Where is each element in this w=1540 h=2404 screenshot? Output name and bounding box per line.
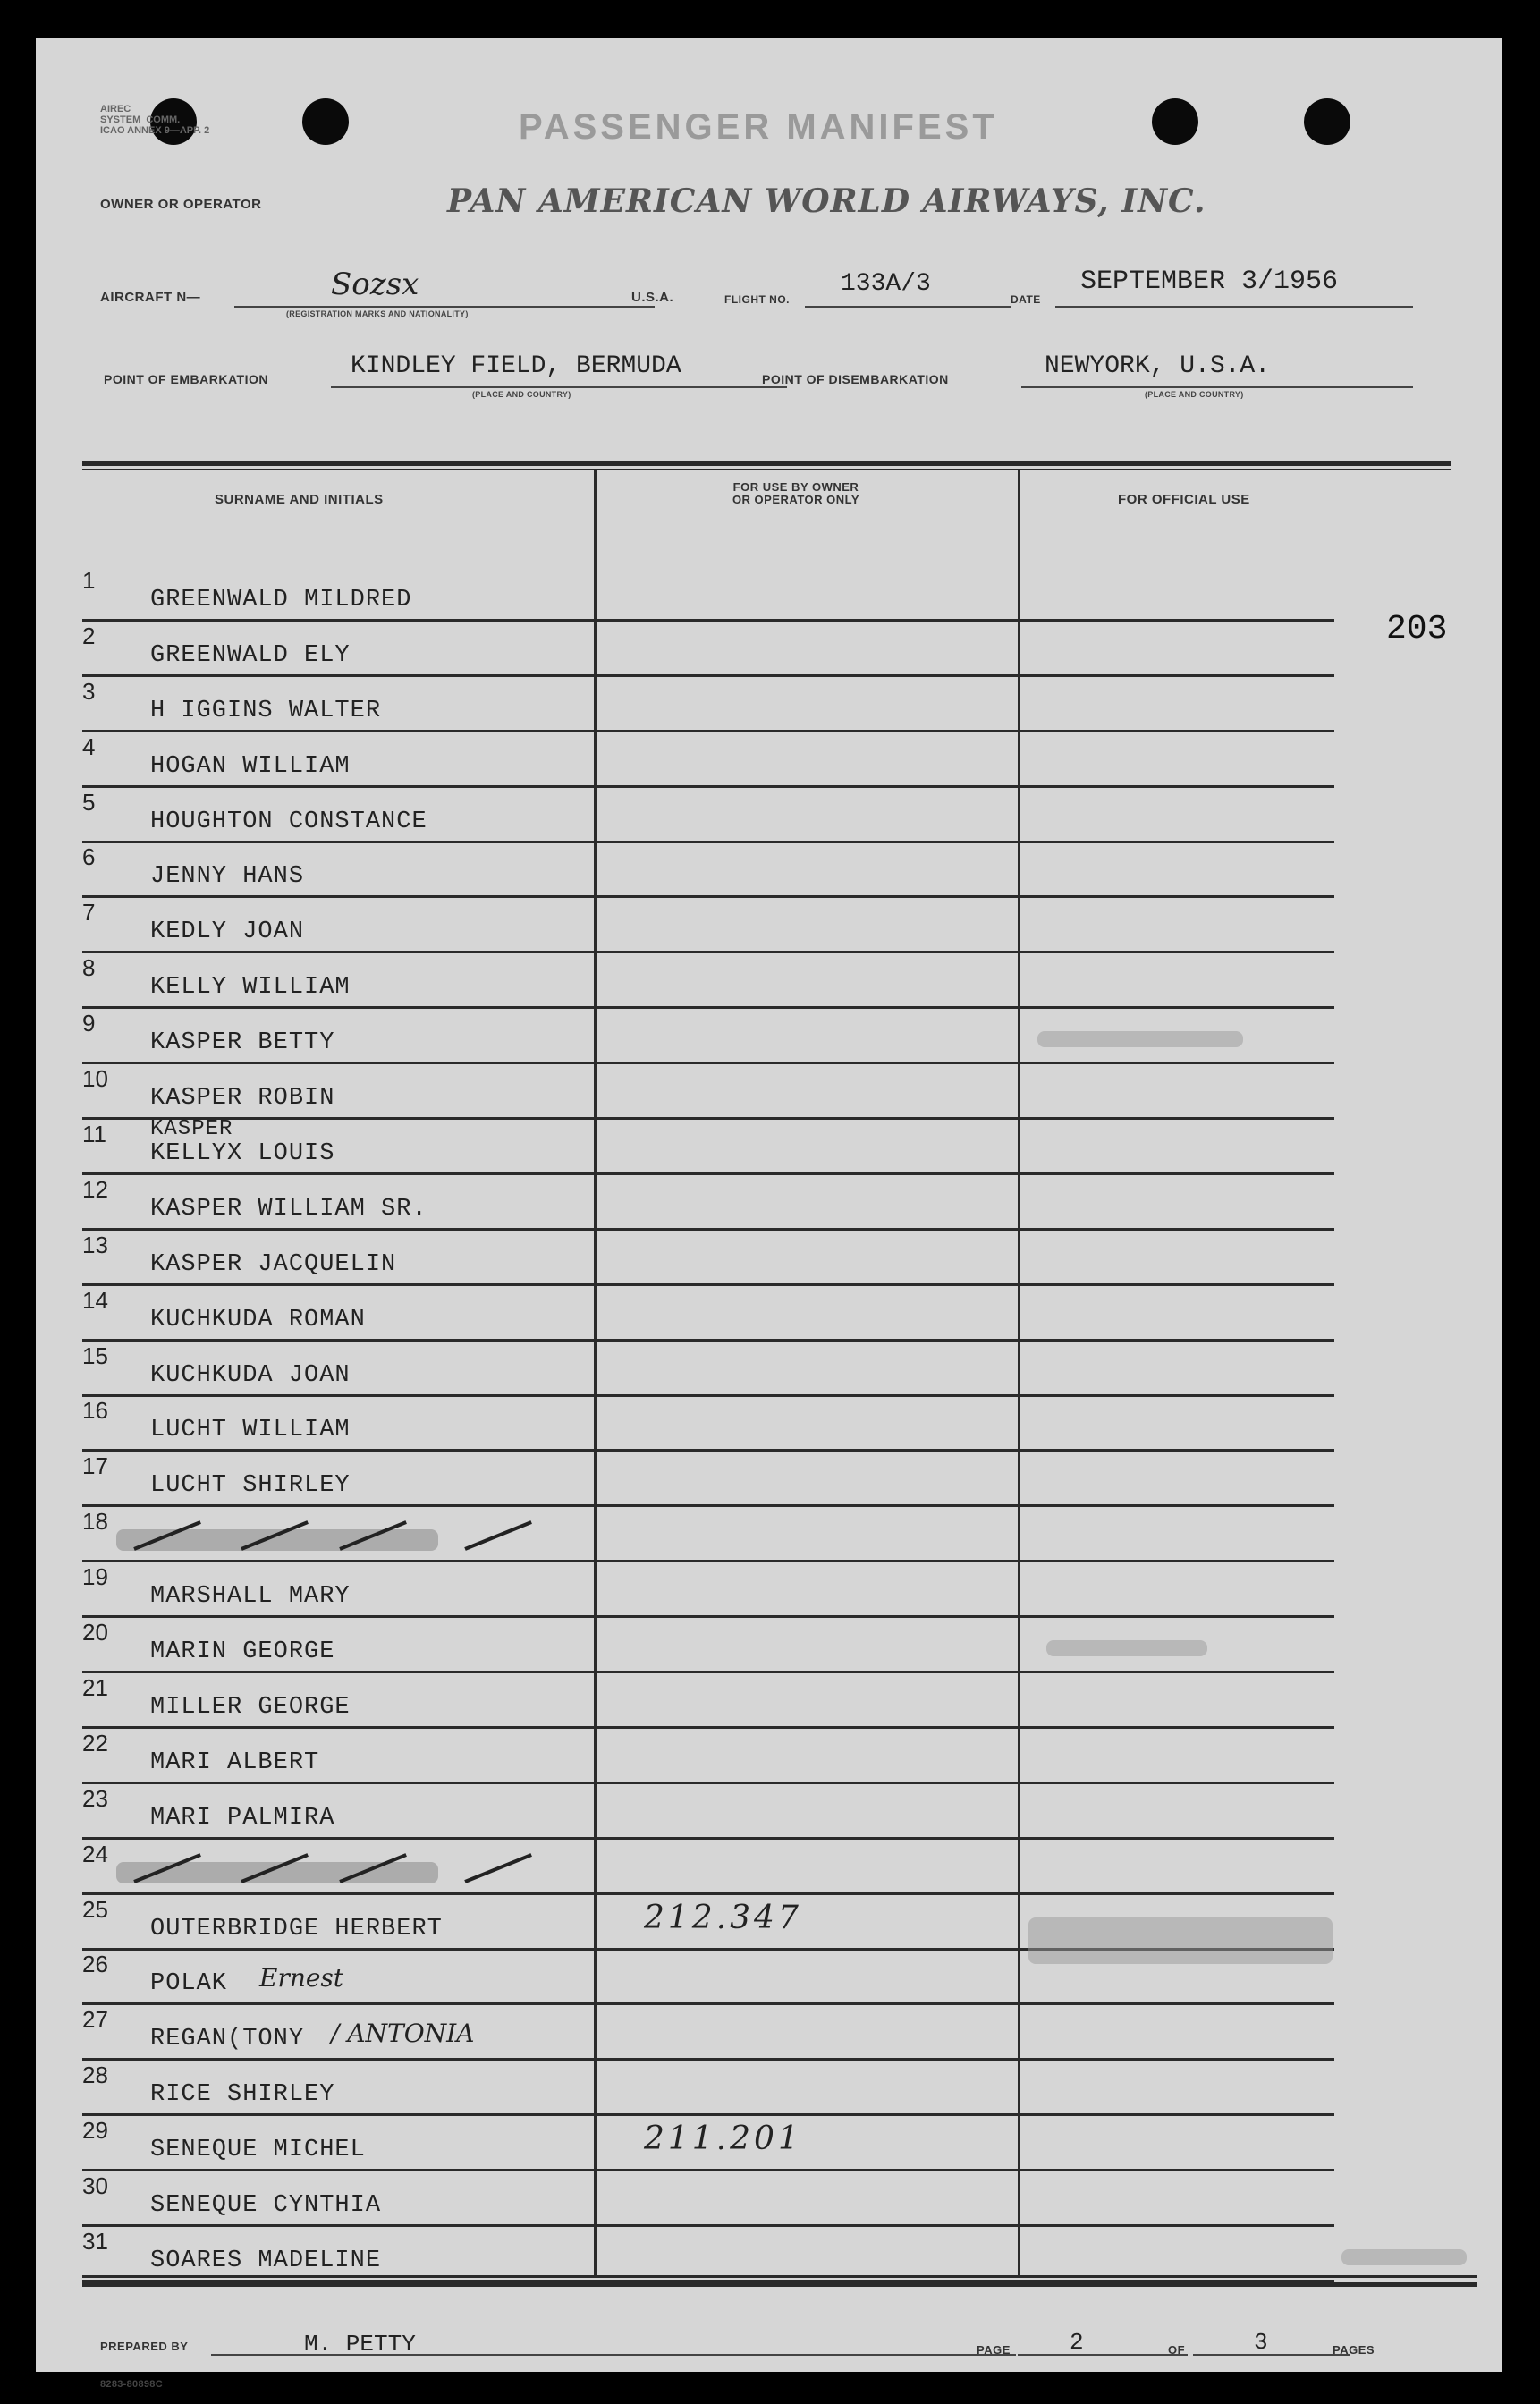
row-separator <box>82 1560 1334 1562</box>
row-number: 19 <box>82 1563 108 1590</box>
row-separator <box>82 1615 1334 1618</box>
row-separator <box>82 1283 1334 1286</box>
row-separator <box>82 730 1334 732</box>
flight-label: FLIGHT NO. <box>724 293 790 306</box>
row-separator <box>82 1062 1334 1064</box>
row-separator <box>82 1726 1334 1729</box>
disembark-value: NEWYORK, U.S.A. <box>1045 352 1271 380</box>
passenger-name: MILLER GEORGE <box>150 1694 351 1721</box>
passenger-name: MARI PALMIRA <box>150 1805 335 1832</box>
row-number: 26 <box>82 1951 108 1977</box>
handwritten-annotation: Ernest <box>259 1963 344 1993</box>
aircraft-sublabel: (REGISTRATION MARKS AND NATIONALITY) <box>286 309 469 318</box>
row-separator <box>82 895 1334 898</box>
row-separator <box>82 1782 1334 1784</box>
passenger-name: OUTERBRIDGE HERBERT <box>150 1916 443 1943</box>
embark-sublabel: (PLACE AND COUNTRY) <box>472 390 571 399</box>
row-separator <box>82 1228 1334 1231</box>
row-number: 2 <box>82 622 96 649</box>
disembark-label: POINT OF DISEMBARKATION <box>762 372 949 386</box>
manifest-page <box>36 38 1502 2390</box>
row-number: 22 <box>82 1730 108 1756</box>
row-separator <box>82 1449 1334 1452</box>
flight-number: 133A/3 <box>841 270 931 298</box>
row-separator <box>82 1172 1334 1175</box>
row-number: 3 <box>82 678 96 705</box>
row-number: 12 <box>82 1176 108 1203</box>
row-separator <box>82 2058 1334 2061</box>
passenger-name: SOARES MADELINE <box>150 2247 382 2274</box>
official-use-smudge <box>1028 1917 1333 1964</box>
owner-use-value: 212.347 <box>644 1900 802 1936</box>
punch-hole <box>1304 98 1350 145</box>
row-number: 7 <box>82 899 96 926</box>
passenger-name: H IGGINS WALTER <box>150 698 382 724</box>
row-separator <box>82 1671 1334 1673</box>
row-number: 11 <box>82 1121 106 1147</box>
row-number: 15 <box>82 1342 108 1369</box>
strike-mark <box>464 1520 532 1551</box>
passenger-name: LUCHT SHIRLEY <box>150 1472 351 1499</box>
passenger-name: KASPER BETTY <box>150 1029 335 1056</box>
disembark-sublabel: (PLACE AND COUNTRY) <box>1145 390 1244 399</box>
row-number: 20 <box>82 1619 108 1646</box>
row-number: 25 <box>82 1896 108 1923</box>
row-number: 4 <box>82 733 96 760</box>
column-header-official: FOR OFFICIAL USE <box>1118 492 1250 507</box>
row-number: 1 <box>82 567 96 594</box>
row-number: 13 <box>82 1232 108 1258</box>
passenger-name: MARIN GEORGE <box>150 1638 335 1665</box>
official-use-smudge <box>1046 1640 1207 1656</box>
row-separator <box>82 1892 1334 1895</box>
row-number: 9 <box>82 1010 96 1037</box>
passenger-name: GREENWALD ELY <box>150 642 351 669</box>
row-separator <box>82 1339 1334 1342</box>
passenger-name: RICE SHIRLEY <box>150 2081 335 2108</box>
passenger-name: KELLY WILLIAM <box>150 974 351 1001</box>
pages-label: PAGES <box>1333 2343 1375 2357</box>
passenger-name: SENEQUE CYNTHIA <box>150 2192 382 2219</box>
passenger-name: REGAN(TONY <box>150 2026 305 2053</box>
page-total: 3 <box>1254 2329 1268 2356</box>
passenger-name: MARI ALBERT <box>150 1749 320 1776</box>
row-separator <box>82 951 1334 953</box>
column-header-owner-use: FOR USE BY OWNER OR OPERATOR ONLY <box>732 480 860 506</box>
row-separator <box>82 619 1334 622</box>
row-number: 24 <box>82 1841 108 1867</box>
row-number: 6 <box>82 843 96 870</box>
passenger-name: POLAK <box>150 1970 228 1997</box>
row-number: 16 <box>82 1397 108 1424</box>
page-label: PAGE <box>977 2343 1011 2357</box>
passenger-name: KELLYX LOUIS <box>150 1140 335 1167</box>
handwritten-annotation: / ANTONIA <box>331 2019 475 2048</box>
row-number: 8 <box>82 954 96 981</box>
passenger-name: HOGAN WILLIAM <box>150 753 351 780</box>
row-number: 10 <box>82 1065 108 1092</box>
row-number: 30 <box>82 2172 108 2199</box>
passenger-name: HOUGHTON CONSTANCE <box>150 808 427 835</box>
row-separator <box>82 1394 1334 1397</box>
owner-use-value: 211.201 <box>644 2120 802 2157</box>
official-use-smudge <box>1037 1031 1243 1047</box>
row-number: 27 <box>82 2006 108 2033</box>
prepared-by-label: PREPARED BY <box>100 2340 189 2353</box>
row-separator <box>82 674 1334 677</box>
passenger-name: KUCHKUDA JOAN <box>150 1362 351 1389</box>
column-header-surname: SURNAME AND INITIALS <box>215 492 384 507</box>
row-name-correction: KASPER <box>150 1117 233 1141</box>
embark-value: KINDLEY FIELD, BERMUDA <box>351 352 681 380</box>
row-number: 29 <box>82 2117 108 2144</box>
punch-hole <box>302 98 349 145</box>
row-number: 28 <box>82 2061 108 2088</box>
row-number: 21 <box>82 1674 108 1701</box>
row-separator <box>82 2280 1334 2282</box>
print-code: 8283-80898C <box>100 2379 163 2390</box>
row-separator <box>82 1504 1334 1507</box>
row-separator <box>82 2002 1334 2005</box>
row-separator <box>82 785 1334 788</box>
row-number: 23 <box>82 1785 108 1812</box>
row-separator <box>82 1837 1334 1840</box>
owner-label: OWNER OR OPERATOR <box>100 197 262 212</box>
row-number: 18 <box>82 1508 108 1535</box>
row-separator <box>82 1006 1334 1009</box>
passenger-name: KASPER ROBIN <box>150 1085 335 1112</box>
passenger-name: KUCHKUDA ROMAN <box>150 1307 366 1333</box>
row-number: 5 <box>82 789 96 816</box>
embark-label: POINT OF EMBARKATION <box>104 372 268 386</box>
page-title: PASSENGER MANIFEST <box>519 107 998 147</box>
row-number: 14 <box>82 1287 108 1314</box>
usa-label: U.S.A. <box>631 290 674 305</box>
operator-name: PAN AMERICAN WORLD AIRWAYS, INC. <box>447 182 1206 220</box>
row-separator <box>82 2169 1334 2171</box>
row-separator <box>82 2224 1334 2227</box>
date-label: DATE <box>1011 293 1041 306</box>
punch-hole <box>1152 98 1198 145</box>
row-number: 17 <box>82 1452 108 1479</box>
passenger-name: LUCHT WILLIAM <box>150 1417 351 1443</box>
passenger-name: JENNY HANS <box>150 863 305 890</box>
passenger-name: KASPER JACQUELIN <box>150 1251 397 1278</box>
page-stamp-number: 203 <box>1386 610 1448 648</box>
page-number: 2 <box>1070 2329 1084 2356</box>
form-reference: AIREC SYSTEM COMM. ICAO ANNEX 9—APP. 2 <box>100 104 210 136</box>
passenger-name: KEDLY JOAN <box>150 918 305 945</box>
row-separator <box>82 841 1334 843</box>
aircraft-registration: Sozsx <box>331 267 419 302</box>
passenger-name: MARSHALL MARY <box>150 1583 351 1610</box>
prepared-by-value: M. PETTY <box>304 2331 416 2357</box>
row-separator <box>82 1117 1334 1120</box>
flight-date: SEPTEMBER 3/1956 <box>1080 267 1339 297</box>
aircraft-label: AIRCRAFT N— <box>100 290 201 305</box>
of-label: OF <box>1168 2343 1186 2357</box>
row-number: 31 <box>82 2228 108 2255</box>
passenger-name: SENEQUE MICHEL <box>150 2137 366 2163</box>
passenger-name: GREENWALD MILDRED <box>150 587 412 614</box>
row-separator <box>82 2113 1334 2116</box>
strike-mark <box>464 1853 532 1883</box>
official-use-smudge <box>1341 2249 1467 2265</box>
passenger-name: KASPER WILLIAM SR. <box>150 1196 427 1223</box>
